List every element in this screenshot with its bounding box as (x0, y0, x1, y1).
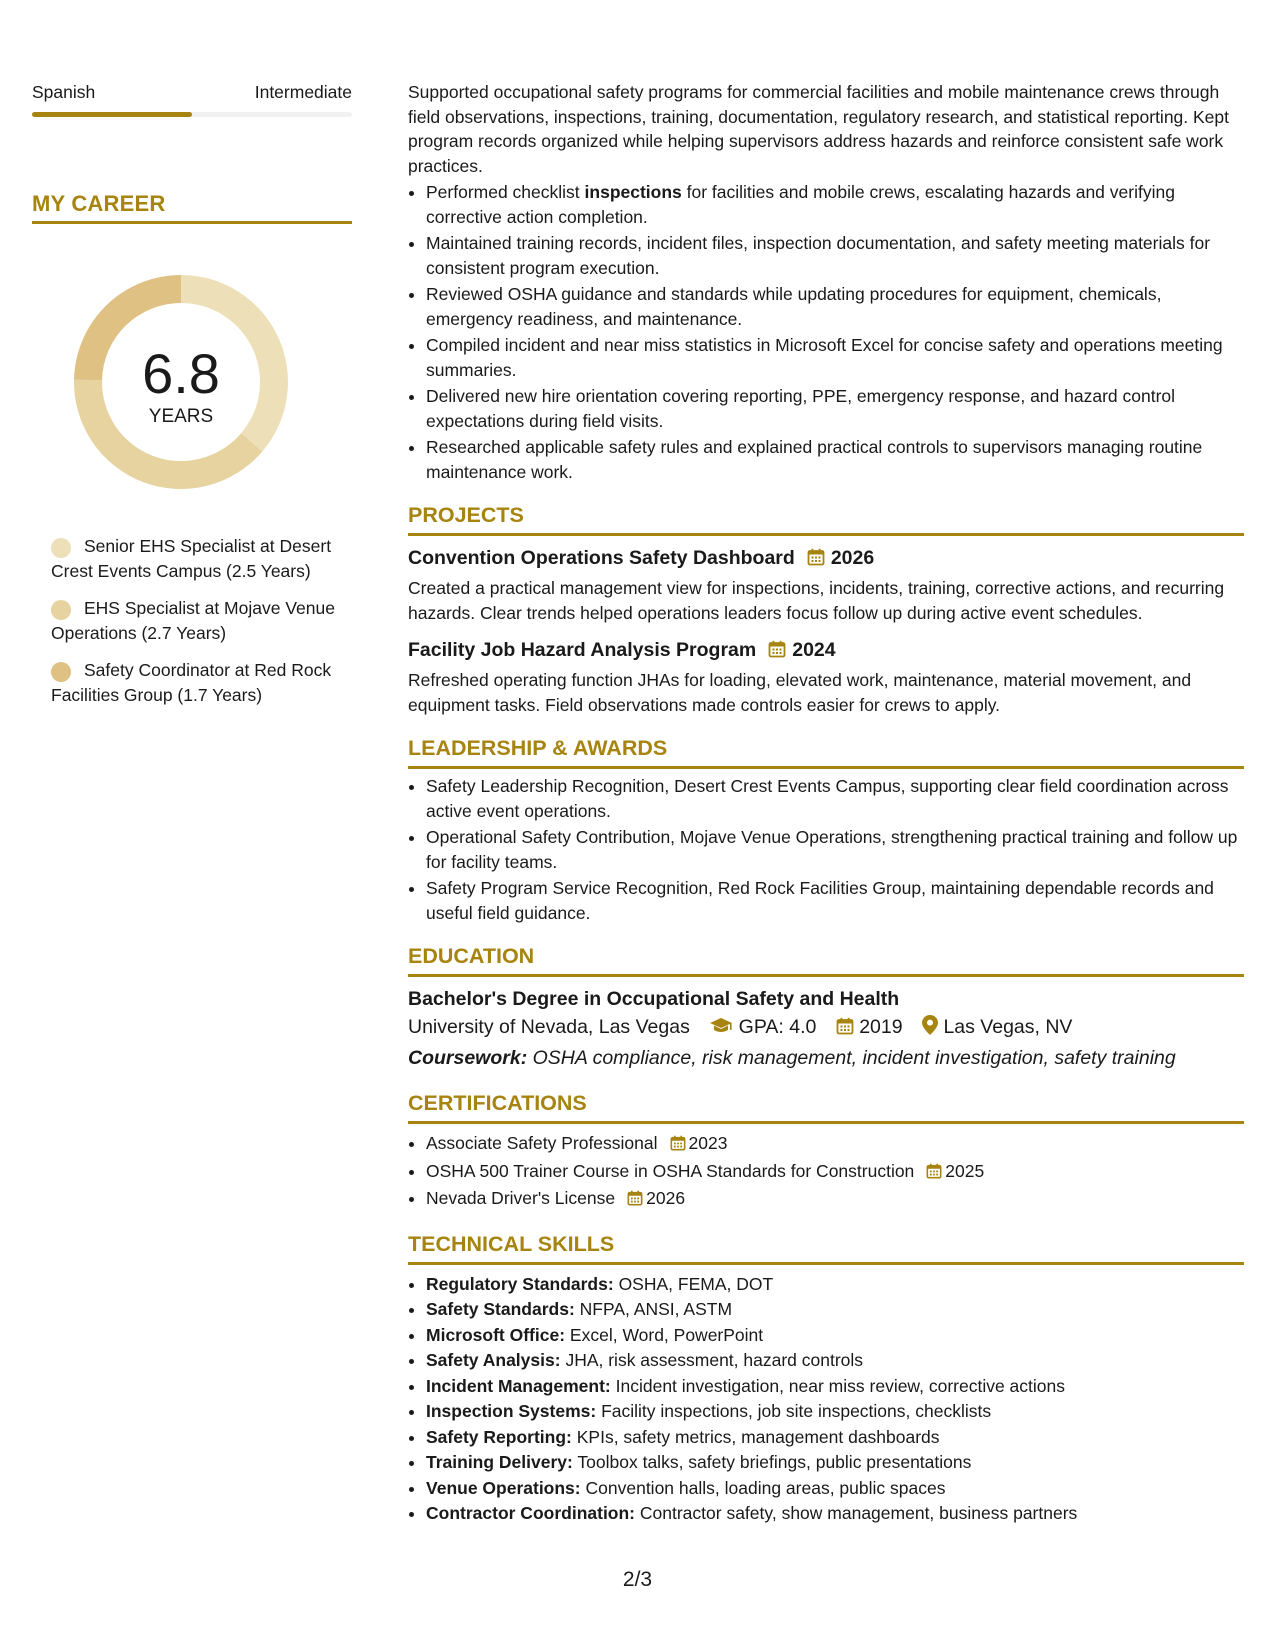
calendar-icon (627, 1188, 643, 1213)
career-total-years: 6.8 (142, 342, 220, 405)
experience-bullet: • Maintained training records, incident files, inspection documentation, and safety meeting materials for consistent program execution. (426, 231, 1244, 280)
page-number: 2/3 (622, 1568, 653, 1591)
education-heading: EDUCATION (408, 944, 535, 968)
projects-list (408, 545, 1244, 717)
experience-bullet: • Researched applicable safety rules and explained practical controls to supervisors managing routine maintenance work. (426, 435, 1244, 484)
career-heading-rule (32, 221, 352, 224)
certifications-rule (408, 1121, 1244, 1124)
skill-value: Contractor safety, show management, business partners (639, 1503, 1078, 1523)
leadership-item: • Operational Safety Contribution, Mojave Venue Operations, strengthening practical training and follow up for facility teams. (426, 825, 1244, 874)
calendar-icon (926, 1161, 942, 1186)
language-name: Spanish (32, 82, 96, 102)
bullet-bold-keyword: inspections (584, 182, 682, 202)
project-year: 2026 (830, 547, 875, 569)
project-title (408, 637, 1244, 665)
language-progress-fill (32, 112, 192, 117)
experience-summary: Supported occupational safety programs for commercial facilities and mobile maintenance crews through field observations, inspections, training, documentation, regulatory research, and statistical reporting. Kept program records organized while helping supervisors address hazards and reinforce consistent safe work practices. (408, 82, 1230, 176)
calendar-icon (836, 1014, 854, 1044)
bullet-text: Performed checklist (426, 182, 585, 202)
coursework-text: OSHA compliance, risk management, incident investigation, safety training (532, 1047, 1176, 1069)
projects-rule (408, 533, 1244, 536)
skill-value: OSHA, FEMA, DOT (618, 1273, 774, 1294)
leadership-item: • Safety Leadership Recognition, Desert Crest Events Campus, supporting clear field coordination across active event operations. (426, 774, 1244, 823)
skill-item (426, 1501, 1244, 1526)
skill-item (426, 1425, 1244, 1450)
calendar-icon (807, 547, 825, 573)
skill-label: Microsoft Office: (426, 1324, 566, 1345)
project-description: Created a practical management view for inspections, incidents, training, corrective actions, and recurring hazards. Clear trends helped operations leaders focus follow up during active event schedules. (408, 578, 1225, 623)
skills-rule (408, 1262, 1244, 1265)
skill-item (426, 1399, 1244, 1424)
career-legend-item (51, 658, 352, 707)
language-level: Intermediate (254, 82, 352, 102)
certification-year: 2026 (646, 1188, 686, 1208)
certification-item (426, 1186, 1244, 1213)
experience-bullet: • Compiled incident and near miss statistics in Microsoft Excel for concise safety and operations meeting summaries. (426, 333, 1244, 382)
skill-label: Regulatory Standards: (426, 1273, 614, 1294)
career-legend-item (51, 534, 352, 583)
coursework-label: Coursework: (408, 1047, 528, 1069)
education-location: Las Vegas, NV (943, 1016, 1073, 1038)
career-legend (32, 534, 352, 707)
education-school: University of Nevada, Las Vegas (408, 1016, 690, 1038)
experience-bullet: • Reviewed OSHA guidance and standards while updating procedures for equipment, chemicals, emergency readiness, and maintenance. (426, 282, 1244, 331)
skill-item (426, 1348, 1244, 1373)
certification-name: Nevada Driver's License (426, 1188, 616, 1208)
leadership-rule (408, 766, 1244, 769)
experience-bullet: • Delivered new hire orientation covering reporting, PPE, emergency response, and hazard control expectations during field visits. (426, 384, 1244, 433)
experience-bullets (408, 180, 1244, 484)
skill-value: JHA, risk assessment, hazard controls (565, 1350, 864, 1370)
career-heading: MY CAREER (32, 191, 166, 216)
location-pin-icon (922, 1016, 938, 1038)
skill-value: Incident investigation, near miss review, corrective actions (615, 1375, 1065, 1396)
education-gpa: GPA: 4.0 (738, 1016, 817, 1038)
project-name: Convention Operations Safety Dashboard (408, 547, 795, 569)
certification-year: 2023 (688, 1133, 728, 1153)
skill-label: Safety Analysis: (426, 1350, 561, 1370)
skill-label: Contractor Coordination: (426, 1503, 636, 1523)
sidebar (32, 80, 352, 720)
experience-bullet (426, 180, 1244, 229)
career-donut-chart (67, 268, 295, 496)
skill-value: KPIs, safety metrics, management dashboards (576, 1426, 940, 1447)
education-year: 2019 (859, 1016, 903, 1038)
certification-item (426, 1159, 1244, 1186)
language-progress-bar (32, 112, 352, 117)
legend-label: EHS Specialist at Mojave Venue Operations (2.7 Years) (51, 598, 335, 643)
skill-item (426, 1297, 1244, 1322)
skills-heading: TECHNICAL SKILLS (408, 1231, 615, 1256)
legend-dot (51, 662, 71, 682)
skill-item (426, 1476, 1244, 1501)
skill-item (426, 1323, 1244, 1348)
certification-item (426, 1131, 1244, 1158)
skill-item (426, 1374, 1244, 1399)
project-year: 2024 (792, 639, 836, 661)
education-coursework (408, 1044, 1244, 1072)
skill-label: Incident Management: (426, 1375, 611, 1396)
skill-value: Excel, Word, PowerPoint (569, 1324, 764, 1345)
graduation-cap-icon (709, 1016, 733, 1038)
skill-label: Training Delivery: (426, 1452, 573, 1472)
career-legend-item (51, 596, 352, 645)
skill-value: NFPA, ANSI, ASTM (579, 1299, 733, 1319)
leadership-item: • Safety Program Service Recognition, Red Rock Facilities Group, maintaining dependable records and useful field guidance. (426, 876, 1244, 925)
skills-list (408, 1272, 1244, 1526)
leadership-heading: LEADERSHIP & AWARDS (408, 736, 668, 760)
legend-label: Senior EHS Specialist at Desert Crest Events Campus (2.5 Years) (51, 536, 332, 581)
skill-value: Facility inspections, job site inspections, checklists (601, 1401, 992, 1421)
skill-value: Toolbox talks, safety briefings, public presentations (577, 1452, 972, 1472)
education-details (408, 1012, 1244, 1044)
certification-name: OSHA 500 Trainer Course in OSHA Standards for Construction (426, 1160, 915, 1181)
project-title (408, 545, 1244, 573)
legend-dot (51, 600, 71, 620)
career-total-unit: YEARS (148, 406, 214, 427)
donut-center (67, 268, 295, 496)
leadership-list (408, 774, 1244, 925)
project-name: Facility Job Hazard Analysis Program (408, 639, 757, 661)
legend-label: Safety Coordinator at Red Rock Facilities Group (1.7 Years) (51, 660, 332, 705)
language-row (32, 80, 352, 104)
certifications-heading: CERTIFICATIONS (408, 1091, 587, 1115)
skill-item (426, 1450, 1244, 1475)
certification-year: 2025 (945, 1160, 985, 1181)
education-rule (408, 974, 1244, 977)
skill-label: Inspection Systems: (426, 1401, 597, 1421)
project-description: Refreshed operating function JHAs for loading, elevated work, maintenance, material movement, and equipment tasks. Field observations made controls easier for crews to apply. (408, 670, 1192, 715)
main-content (408, 80, 1244, 1527)
legend-dot (51, 538, 71, 558)
bullet-text: for facilities and mobile crews, escalating hazards and verifying corrective action completion. (426, 182, 1175, 227)
education-degree: Bachelor's Degree in Occupational Safety and Health (408, 988, 900, 1010)
skill-label: Venue Operations: (426, 1477, 581, 1498)
certifications-list (408, 1131, 1244, 1213)
calendar-icon (768, 639, 786, 665)
certification-name: Associate Safety Professional (426, 1133, 658, 1153)
skill-label: Safety Standards: (426, 1299, 575, 1319)
calendar-icon (670, 1133, 686, 1158)
skill-label: Safety Reporting: (426, 1426, 572, 1447)
skill-item (426, 1272, 1244, 1297)
skill-value: Convention halls, loading areas, public spaces (585, 1477, 946, 1498)
projects-heading: PROJECTS (408, 503, 524, 527)
